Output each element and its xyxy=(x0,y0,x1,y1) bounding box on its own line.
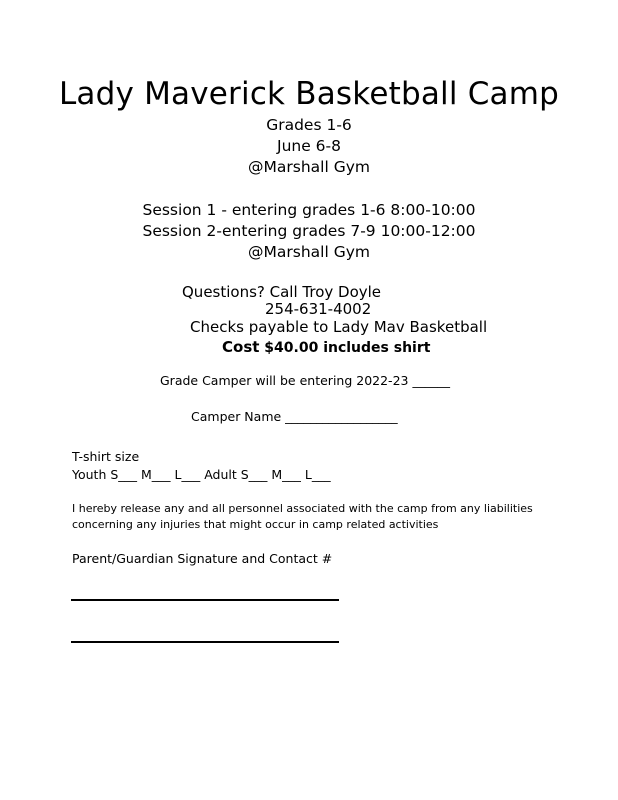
release-text-line-1: I hereby release any and all personnel associated with the camp from any liabilities xyxy=(72,502,533,515)
session-1-text: Session 1 - entering grades 1-6 8:00-10:00 xyxy=(142,201,476,219)
tshirt-size-label: T-shirt size xyxy=(72,449,140,464)
dates-text: June 6-8 xyxy=(277,137,341,155)
release-text-line-2: concerning any injuries that might occur in camp related activities xyxy=(72,518,439,531)
location-text: @Marshall Gym xyxy=(248,158,370,176)
signature-line[interactable] xyxy=(71,599,339,601)
session-2-text: Session 2-entering grades 7-9 10:00-12:00 xyxy=(142,222,476,240)
cost-amount: $40.00 includes shirt xyxy=(264,340,431,356)
camper-name-field[interactable]: Camper Name __________________ xyxy=(191,409,398,424)
grades-text: Grades 1-6 xyxy=(266,116,352,134)
phone-number: 254-631-4002 xyxy=(265,300,372,318)
session-location-text: @Marshall Gym xyxy=(248,243,370,261)
contact-line[interactable] xyxy=(71,641,339,643)
cost-label: Cost xyxy=(222,338,260,356)
tshirt-size-options[interactable]: Youth S___ M___ L___ Adult S___ M___ L___ xyxy=(72,467,331,482)
checks-payable-text: Checks payable to Lady Mav Basketball xyxy=(190,318,488,336)
grade-field[interactable]: Grade Camper will be entering 2022-23 ______ xyxy=(160,373,450,388)
questions-text: Questions? Call Troy Doyle xyxy=(182,283,382,301)
page-title: Lady Maverick Basketball Camp xyxy=(58,76,560,112)
cost-line xyxy=(222,338,430,356)
signature-label: Parent/Guardian Signature and Contact # xyxy=(72,551,333,566)
